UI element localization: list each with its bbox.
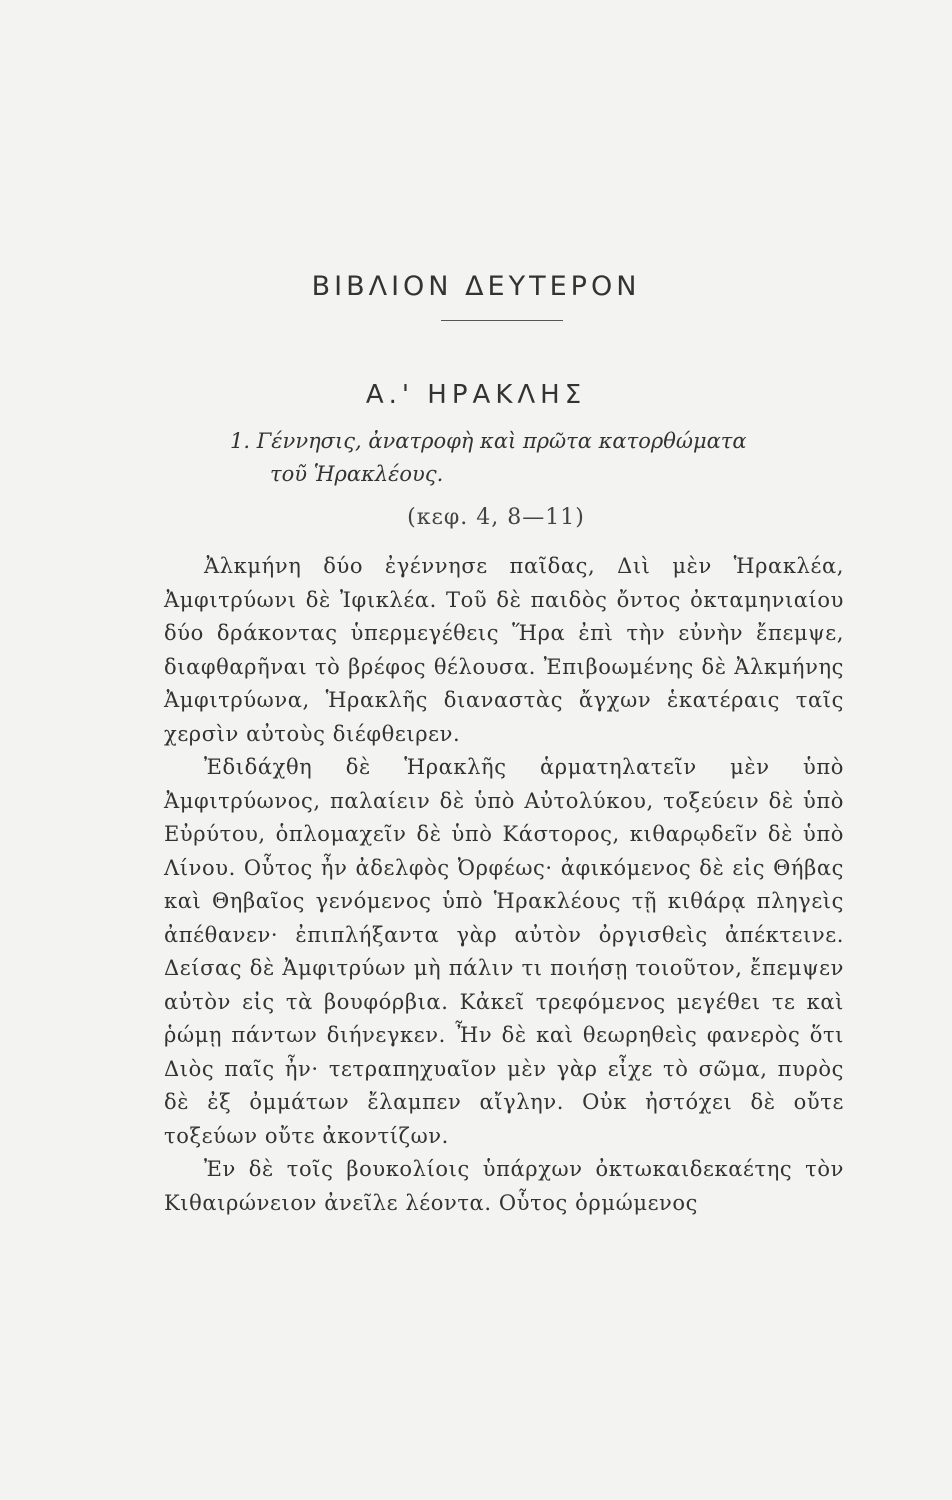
section-heading-line1: 1. Γέννησις, ἀνατροφὴ καὶ πρῶτα κατορθώματα xyxy=(230,429,747,453)
paragraph: Ἐν δὲ τοῖς βουκολίοις ὑπάρχων ὀκτωκαιδεκαέτης τὸν Κιθαιρώνειον ἀνεῖλε λέοντα. Οὗτος ὁρμώμενος xyxy=(164,1157,844,1215)
section-heading-line2: τοῦ Ἡρακλέους. xyxy=(270,462,444,486)
chapter-reference: (κεφ. 4, 8—11) xyxy=(407,505,585,530)
paragraph: Ἀλκμήνη δύο ἐγέννησε παῖδας, Διὶ μὲν Ἡρακλέα, Ἀμφιτρύωνι δὲ Ἰφικλέα. Τοῦ δὲ παιδὸς ὄντος ὀκταμηνιαίου δύο δράκοντας ὑπερμεγέθεις Ἥρα ἐπὶ τὴν εὐνὴν ἔπεμψε, διαφθαρῆναι τὸ βρέφος θέλουσα. Ἐπιβοωμένης δὲ Ἀλκμήνης Ἀμφιτρύωνα, Ἡρακλῆς διαναστὰς ἄγχων ἑκατέραις ταῖς χερσὶν αὐτοὺς διέφθειρεν. xyxy=(164,554,844,746)
body-text xyxy=(164,550,844,1220)
paragraph: Ἐδιδάχθη δὲ Ἡρακλῆς ἁρματηλατεῖν μὲν ὑπὸ Ἀμφιτρύωνος, παλαίειν δὲ ὑπὸ Αὐτολύκου, τοξεύειν δὲ ὑπὸ Εὐρύτου, ὁπλομαχεῖν δὲ ὑπὸ Κάστορος, κιθαρῳδεῖν δὲ ὑπὸ Λίνου. Οὗτος ἦν ἀδελφὸς Ὀρφέως· ἀφικόμενος δὲ εἰς Θήβας καὶ Θηβαῖος γενόμενος ὑπὸ Ἡρακλέους τῇ κιθάρᾳ πληγεὶς ἀπέθανεν· ἐπιπλήξαντα γὰρ αὐτὸν ὀργισθεὶς ἀπέκτεινε. Δείσας δὲ Ἀμφιτρύων μὴ πάλιν τι ποιήσῃ τοιοῦτον, ἔπεμψεν αὐτὸν εἰς τὰ βουφόρβια. Κἀκεῖ τρεφόμενος μεγέθει τε καὶ ῥώμῃ πάντων διήνεγκεν. Ἦν δὲ καὶ θεωρηθεὶς φανερὸς ὅτι Διὸς παῖς ἦν· τετραπηχυαῖον μὲν γὰρ εἶχε τὸ σῶμα, πυρὸς δὲ ἐξ ὀμμάτων ἔλαμπεν αἴγλην. Οὐκ ἠστόχει δὲ οὔτε τοξεύων οὔτε ἀκοντίζων. xyxy=(164,755,844,1148)
chapter-title: Α.' ΗΡΑΚΛΗΣ xyxy=(365,380,587,410)
title-divider xyxy=(441,320,563,321)
section-heading xyxy=(230,425,790,491)
book-title: ΒΙΒΛΙΟΝ ΔΕΥΤΕΡΟΝ xyxy=(311,271,641,302)
